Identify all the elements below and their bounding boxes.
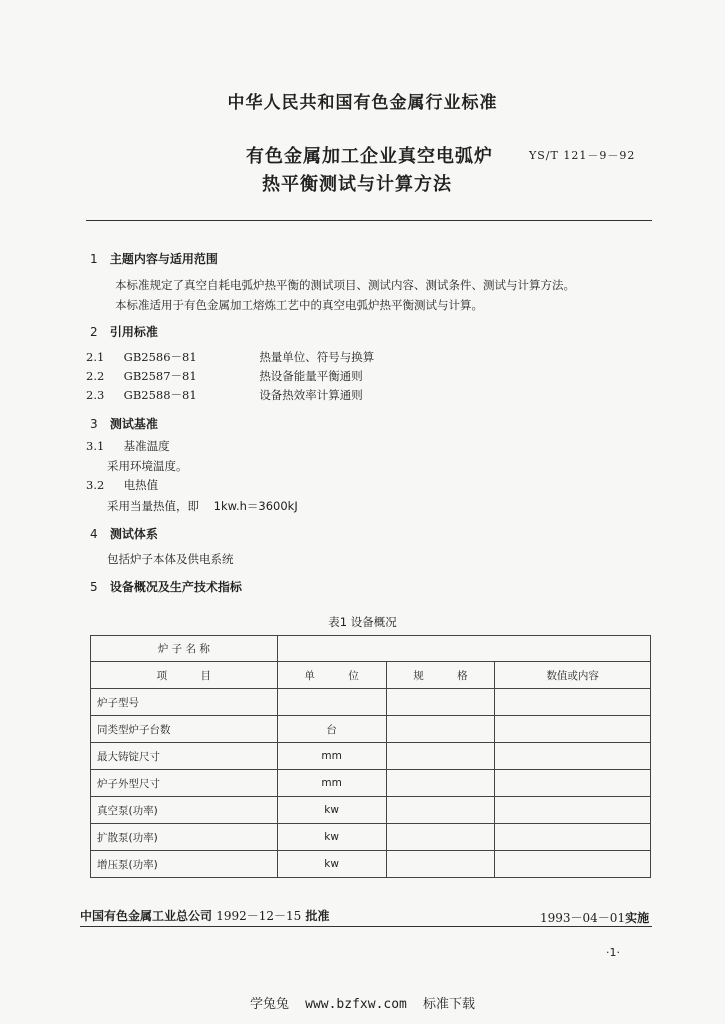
column-header-unit: 单 位 <box>277 662 386 689</box>
item-cell: 真空泵(功率) <box>91 797 278 824</box>
column-header-item: 项 目 <box>91 662 278 689</box>
section-1-paragraph-2: 本标准适用于有色金属加工熔炼工艺中的真空电弧炉热平衡测试与计算。 <box>115 298 483 312</box>
item-cell: 炉子型号 <box>91 689 278 716</box>
item-cell: 扩散泵(功率) <box>91 824 278 851</box>
section-number: 5 <box>90 580 98 594</box>
top-divider <box>86 220 652 221</box>
reference-code: GB2587－81 <box>123 369 197 383</box>
watermark-site-name: 学兔兔 <box>249 997 289 1012</box>
section-1-paragraph-1: 本标准规定了真空自耗电弧炉热平衡的测试项目、测试内容、测试条件、测试与计算方法。 <box>115 278 575 292</box>
reference-number: 2.2 <box>86 369 105 383</box>
furnace-name-value <box>277 636 650 662</box>
table-row <box>91 716 651 743</box>
watermark-text: 标准下载 <box>423 997 476 1012</box>
implementation-line <box>540 909 649 926</box>
spec-cell <box>386 770 495 797</box>
subsection-3-2-text: 采用当量热值，即 1kw.h＝3600kJ <box>107 499 298 513</box>
bottom-divider <box>80 926 652 927</box>
item-cell: 最大铸锭尺寸 <box>91 743 278 770</box>
item-cell: 炉子外型尺寸 <box>91 770 278 797</box>
approval-word: 批准 <box>305 909 330 923</box>
section-number: 3 <box>90 417 98 431</box>
table-row <box>91 851 651 878</box>
section-title: 测试体系 <box>109 527 158 541</box>
section-5-heading <box>90 578 242 595</box>
standard-category-header: 中华人民共和国有色金属行业标准 <box>227 93 498 113</box>
section-2-heading <box>90 323 158 340</box>
section-number: 2 <box>90 325 98 339</box>
value-cell <box>495 716 651 743</box>
value-cell <box>495 824 651 851</box>
unit-cell: kw <box>277 824 386 851</box>
standard-code: YS/T 121－9－92 <box>529 149 636 162</box>
section-title: 主题内容与适用范围 <box>109 252 218 266</box>
reference-name: 热设备能量平衡通则 <box>259 369 363 383</box>
section-title: 引用标准 <box>109 325 158 339</box>
unit-cell: 台 <box>277 716 386 743</box>
section-1-heading <box>90 250 218 267</box>
table-row <box>91 824 651 851</box>
section-title: 测试基准 <box>109 417 158 431</box>
item-cell: 同类型炉子台数 <box>91 716 278 743</box>
spec-cell <box>386 716 495 743</box>
approval-org: 中国有色金属工业总公司 <box>80 909 213 923</box>
spec-cell <box>386 851 495 878</box>
watermark-footer <box>0 993 725 1012</box>
section-3-heading <box>90 415 158 432</box>
document-title-line2: 热平衡测试与计算方法 <box>262 174 452 195</box>
section-4-heading <box>90 525 158 542</box>
subsection-3-1-heading <box>86 438 170 454</box>
watermark-url[interactable]: www.bzfxw.com <box>305 997 407 1012</box>
unit-cell: kw <box>277 851 386 878</box>
section-title: 设备概况及生产技术指标 <box>109 580 242 594</box>
table-row <box>91 770 651 797</box>
table-row <box>91 689 651 716</box>
unit-cell: mm <box>277 743 386 770</box>
subsection-title: 电热值 <box>123 478 159 492</box>
subsection-number: 3.2 <box>86 478 105 492</box>
spec-cell <box>386 797 495 824</box>
reference-name: 热量单位、符号与换算 <box>259 350 375 364</box>
reference-row <box>86 349 374 365</box>
reference-row <box>86 387 363 403</box>
spec-cell <box>386 689 495 716</box>
document-title-line1: 有色金属加工企业真空电弧炉 <box>246 146 493 167</box>
reference-code: GB2586－81 <box>123 350 197 364</box>
table-header-row <box>91 662 651 689</box>
approval-line <box>80 907 330 924</box>
equipment-overview-table <box>90 635 651 878</box>
subsection-3-2-heading <box>86 477 158 493</box>
section-4-text: 包括炉子本体及供电系统 <box>107 552 234 566</box>
item-cell: 增压泵(功率) <box>91 851 278 878</box>
column-header-value: 数值或内容 <box>495 662 651 689</box>
table-row <box>91 636 651 662</box>
column-header-spec: 规 格 <box>386 662 495 689</box>
subsection-number: 3.1 <box>86 439 105 453</box>
table-row <box>91 797 651 824</box>
unit-cell: kw <box>277 797 386 824</box>
approval-date: 1992－12－15 <box>216 909 302 923</box>
value-cell <box>495 743 651 770</box>
unit-cell <box>277 689 386 716</box>
implementation-date: 1993－04－01 <box>540 911 626 925</box>
reference-row <box>86 368 363 384</box>
spec-cell <box>386 743 495 770</box>
page-number: ·1· <box>606 946 620 959</box>
reference-number: 2.1 <box>86 350 105 364</box>
value-cell <box>495 689 651 716</box>
value-cell <box>495 770 651 797</box>
reference-number: 2.3 <box>86 388 105 402</box>
value-cell <box>495 797 651 824</box>
subsection-3-1-text: 采用环境温度。 <box>107 459 188 473</box>
implementation-word: 实施 <box>625 911 650 925</box>
section-number: 1 <box>90 252 98 266</box>
value-cell <box>495 851 651 878</box>
subsection-title: 基准温度 <box>123 439 170 453</box>
reference-code: GB2588－81 <box>123 388 197 402</box>
spec-cell <box>386 824 495 851</box>
reference-name: 设备热效率计算通则 <box>259 388 363 402</box>
section-number: 4 <box>90 527 98 541</box>
table-caption: 表1 设备概况 <box>328 615 397 629</box>
furnace-name-label: 炉 子 名 称 <box>91 636 278 662</box>
table-row <box>91 743 651 770</box>
unit-cell: mm <box>277 770 386 797</box>
